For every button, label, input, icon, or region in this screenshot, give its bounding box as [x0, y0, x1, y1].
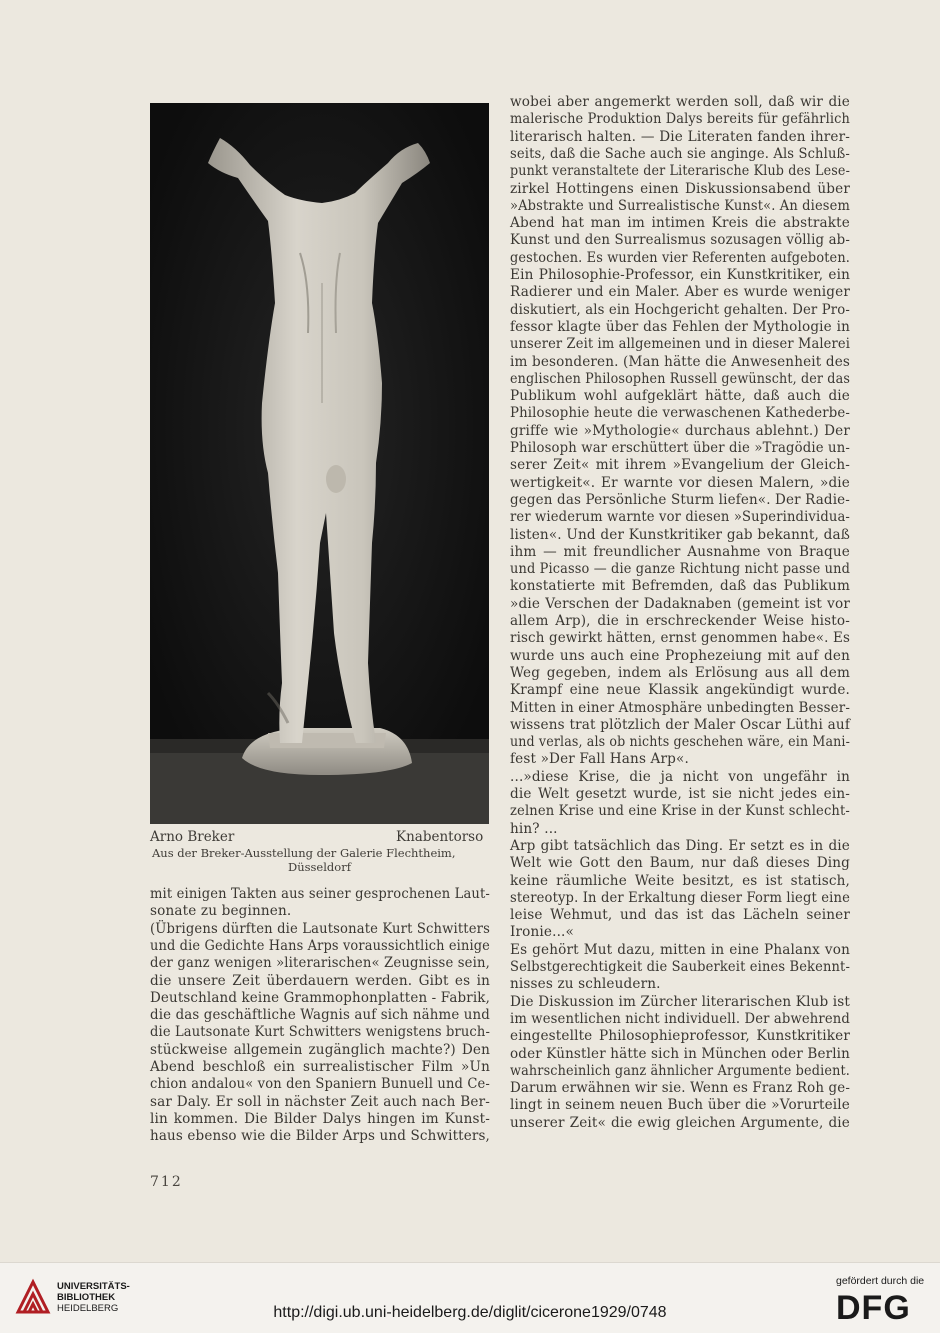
text-line: (Übrigens dürften die Lautsonate Kurt Schwitters: [150, 920, 490, 937]
text-line: punkt veranstaltete der Literarische Klub des Lese-: [510, 163, 850, 180]
text-line: Es gehört Mut dazu, mitten in eine Phalanx von: [510, 941, 850, 958]
caption-title: Knabentorso: [396, 829, 484, 845]
text-line: diskutiert, als ein Hochgericht gehalten. Der Pro-: [510, 301, 850, 318]
funded-by-label: gefördert durch die: [836, 1275, 925, 1287]
text-line: mit einigen Takten aus seiner gesprochenen Laut-: [150, 886, 490, 902]
text-line: haus ebenso wie die Bilder Arps und Schwitters,: [150, 1128, 490, 1145]
text-line: nisses zu schleudern.: [510, 976, 661, 993]
permalink-url[interactable]: http://digi.ub.uni-heidelberg.de/diglit/cicerone1929/0748: [273, 1304, 667, 1321]
text-line: »Abstrakte und Surrealistische Kunst«. An diesem: [510, 197, 850, 214]
library-name-line2: BIBLIOTHEK: [57, 1292, 116, 1303]
text-line: lingt in seinem neuen Buch über die »Vorurteile: [510, 1097, 850, 1114]
text-line: serer Zeit« mit ihrem »Evangelium der Gleich-: [510, 457, 850, 474]
text-line: Radierer und ein Maler. Aber es wurde weniger: [510, 284, 850, 301]
text-line: gestochen. Es wurden vier Referenten aufgeboten.: [510, 249, 850, 266]
text-line: Kunst und den Surrealismus sozusagen völlig ab-: [510, 232, 850, 249]
text-line: gegen das Persönliche Sturm liefen«. Der Radie-: [510, 491, 850, 508]
text-line: chion andalou« von den Spaniern Bunuell und Ce-: [150, 1076, 490, 1093]
text-line: malerische Produktion Dalys bereits für gefährlich: [510, 111, 850, 128]
text-line: sonate zu beginnen.: [150, 903, 292, 920]
caption-artist: Arno Breker: [150, 829, 235, 845]
text-line: fest »Der Fall Hans Arp«.: [510, 751, 689, 768]
text-line: Die Diskussion im Zürcher literarischen Klub ist: [510, 993, 850, 1010]
text-line: leise Wehmut, und das ist das Lächeln seiner: [510, 907, 850, 924]
text-line: zirkel Hottingens einen Diskussionsabend über: [510, 180, 850, 197]
text-line: die das geschäftliche Wagnis auf sich nähme und: [150, 1007, 490, 1024]
text-line: englischen Philosophen Russell gewünscht, der das: [510, 370, 850, 387]
text-line: allem Arp), die in erschreckender Weise histo-: [510, 613, 850, 629]
text-line: »die Verschen der Dadaknaben (gemeint ist vor: [510, 595, 850, 612]
text-line: wissens trat plötzlich der Maler Oscar Lüthi auf: [510, 716, 850, 733]
text-line: Selbstgerechtigkeit die Sauberkeit eines Bekennt-: [510, 959, 850, 975]
text-line: Krampf eine neue Klassik angekündigt wurde.: [510, 682, 850, 699]
text-line: keine räumliche Weite besitzt, es ist statisch,: [510, 872, 850, 889]
text-line: Welt wie Gott den Baum, nur daß dieses Ding: [510, 855, 850, 872]
text-line: ihm — mit freundlicher Ausnahme von Braque: [510, 543, 850, 560]
text-line: griffe wie »Mythologie« durchaus ablehnt.) Der: [510, 422, 850, 439]
text-line: der ganz wenigen »literarischen« Zeugnisse sein,: [150, 955, 490, 972]
text-line: und Picasso — die ganze Richtung nicht passe und: [510, 561, 850, 578]
text-line: Deutschland keine Grammophonplatten - Fabrik,: [150, 989, 490, 1006]
text-line: Weg gegeben, indem als Erlösung aus all dem: [510, 664, 850, 681]
text-line: rer wiederum warnte vor diesen »Superindividua-: [510, 509, 850, 526]
text-line: wurde uns auch eine Prophezeiung mit auf den: [510, 647, 850, 664]
text-line: wertigkeit«. Er warnte vor diesen Malern, »die: [510, 474, 850, 491]
text-line: und verlas, als ob nichts geschehen wäre, ein Mani-: [510, 734, 850, 751]
text-line: Darum erwähnen wir sie. Wenn es Franz Roh ge-: [510, 1080, 850, 1097]
text-line: stereotyp. In der Erkaltung dieser Form liegt eine: [510, 889, 850, 906]
text-line: stückweise allgemein zugänglich machte?) Den: [150, 1041, 490, 1058]
text-line: sar Daly. Er soll in nächster Zeit auch nach Ber-: [150, 1093, 490, 1110]
page-number: 712: [150, 1174, 183, 1190]
dfg-logo: DFG: [836, 1289, 911, 1327]
library-name-line3: HEIDELBERG: [57, 1303, 119, 1314]
text-line: Ironie...«: [510, 924, 574, 941]
text-line: risch gewirkt hätten, ernst genommen habe«. Es: [510, 630, 850, 647]
sculpture-photo: [150, 103, 489, 824]
text-line: die Welt gesetzt wurde, ist sie nicht jedes ein-: [510, 786, 850, 802]
text-line: hin? ...: [510, 820, 558, 837]
text-line: listen«. Und der Kunstkritiker gab bekannt, daß: [510, 526, 850, 543]
text-line: eingestellte Philosophieprofessor, Kunstkritiker: [510, 1028, 850, 1045]
text-line: seits, daß die Sache auch sie anginge. Als Schluß-: [510, 145, 850, 162]
text-line: die Lautsonate Kurt Schwitters wenigstens bruch-: [150, 1024, 490, 1041]
text-line: Ein Philosophie-Professor, ein Kunstkritiker, ein: [510, 267, 850, 283]
text-line: unserer Zeit« die ewig gleichen Argumente, die: [510, 1114, 850, 1131]
text-line: literarisch halten. — Die Literaten fanden ihrer-: [510, 128, 850, 145]
text-line: ...»diese Krise, die ja nicht von ungefähr in: [510, 768, 850, 785]
text-line: konstatierte mit Befremden, daß das Publikum: [510, 578, 850, 595]
text-line: und die Gedichte Hans Arps voraussichtlich einige: [150, 937, 490, 954]
text-line: fessor klagte über das Fehlen der Mythologie in: [510, 318, 850, 335]
text-line: Philosophie heute die verwaschenen Kathederbe-: [510, 405, 850, 422]
footer-bar: [0, 1262, 940, 1333]
library-name-line1: UNIVERSITÄTS-: [57, 1281, 130, 1292]
text-line: Abend beschloß ein surrealistischer Film »Un: [150, 1059, 490, 1075]
text-line: oder Künstler hätte sich in München oder Berlin: [510, 1045, 850, 1062]
caption-city: Düsseldorf: [288, 860, 351, 874]
text-line: unserer Zeit im allgemeinen und in dieser Malerei: [510, 336, 850, 353]
text-line: im besonderen. (Man hätte die Anwesenheit des: [510, 353, 850, 370]
text-line: Abend hat man im intimen Kreis die abstrakte: [510, 215, 850, 232]
text-line: Arp gibt tatsächlich das Ding. Er setzt es in die: [510, 837, 850, 854]
text-line: im wesentlichen nicht individuell. Der abwehrend: [510, 1010, 850, 1027]
text-line: zelnen Krise und eine Krise in der Kunst schlecht-: [510, 803, 850, 820]
caption-source: Aus der Breker-Ausstellung der Galerie Flechtheim,: [152, 846, 456, 860]
text-line: wobei aber angemerkt werden soll, daß wir die: [510, 94, 850, 110]
text-line: Philosoph war erschüttert über die »Tragödie un-: [510, 440, 850, 456]
text-line: die unsere Zeit überdauern werden. Gibt es in: [150, 972, 490, 989]
text-line: Mitten in einer Atmosphäre unbedingten Besser-: [510, 699, 850, 716]
text-line: Publikum wohl aufgeklärt hätte, daß auch die: [510, 388, 850, 405]
text-line: lin kommen. Die Bilder Dalys hingen im Kunst-: [150, 1110, 490, 1127]
text-line: wahrscheinlich ganz ähnlicher Argumente bedient.: [510, 1062, 850, 1079]
